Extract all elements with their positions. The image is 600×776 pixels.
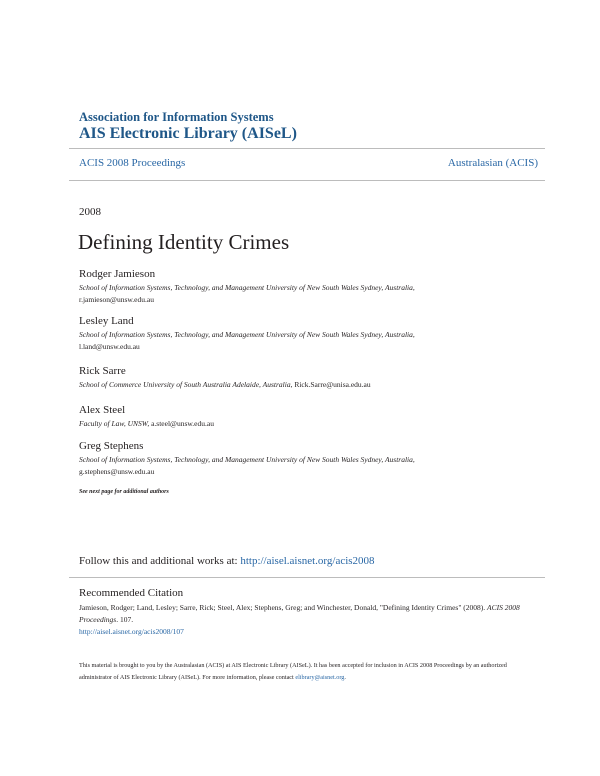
- author-name: Greg Stephens: [79, 440, 144, 452]
- follow-link[interactable]: http://aisel.aisnet.org/acis2008: [240, 555, 375, 567]
- recommended-citation: [79, 602, 539, 638]
- author-name: Rodger Jamieson: [79, 268, 156, 280]
- citation-proceedings: ACIS 2008 Proceedings: [79, 603, 520, 624]
- author-affiliation-text: Faculty of Law, UNSW,: [79, 419, 150, 428]
- author-affiliation: School of Information Systems, Technology, and Management University of New South Wales Sydney, Australia,: [79, 283, 415, 292]
- author-block: [79, 403, 539, 430]
- citation-rule: [69, 577, 545, 578]
- paper-title: Defining Identity Crimes: [78, 230, 290, 254]
- author-affiliation: [79, 417, 539, 430]
- footer-email-link[interactable]: elibrary@aisnet.org: [295, 674, 345, 681]
- citation-link[interactable]: http://aisel.aisnet.org/acis2008/107: [79, 627, 184, 636]
- author-email: g.stephens@unsw.edu.au: [79, 467, 155, 476]
- breadcrumb-collection-link[interactable]: Australasian (ACIS): [447, 157, 538, 169]
- author-block: [79, 267, 539, 305]
- author-block: [79, 364, 539, 391]
- citation-pages: . 107.: [116, 615, 134, 624]
- author-email: Rick.Sarre@unisa.edu.au: [294, 380, 371, 389]
- additional-authors-note: See next page for additional authors: [79, 489, 169, 495]
- author-affiliation: [79, 378, 539, 391]
- author-affiliation: School of Information Systems, Technology, and Management University of New South Wales Sydney, Australia,: [79, 330, 415, 339]
- breadcrumb-rule: [69, 180, 545, 181]
- org-name[interactable]: Association for Information Systems: [79, 110, 274, 124]
- footer-text: This material is brought to you by the Australasian (ACIS) at AIS Electronic Library (AISeL). It has been accepted for inclusion in ACIS 2008 Proceedings by an authorized administrator of AIS Electronic Library (AISeL). For more information, please contact: [79, 662, 507, 681]
- follow-text: Follow this and additional works at:: [79, 555, 241, 567]
- follow-line: [79, 555, 375, 567]
- citation-text: Jamieson, Rodger; Land, Lesley; Sarre, Rick; Steel, Alex; Stephens, Greg; and Winchester, Donald, "Defining Identity Crimes" (2008).: [79, 603, 486, 612]
- author-name: Rick Sarre: [79, 365, 126, 377]
- footer-end: .: [344, 674, 346, 681]
- author-email: l.land@unsw.edu.au: [79, 342, 140, 351]
- author-affiliation: School of Information Systems, Technology, and Management University of New South Wales Sydney, Australia,: [79, 455, 415, 464]
- author-email: a.steel@unsw.edu.au: [151, 419, 214, 428]
- footer-notice: [79, 660, 539, 684]
- author-name: Alex Steel: [79, 404, 126, 416]
- paper-year: 2008: [79, 206, 101, 218]
- author-affiliation-text: School of Commerce University of South Australia Adelaide, Australia,: [79, 380, 293, 389]
- author-email: r.jamieson@unsw.edu.au: [79, 295, 154, 304]
- author-block: [79, 314, 539, 352]
- author-block: [79, 439, 539, 477]
- library-name[interactable]: AIS Electronic Library (AISeL): [79, 125, 297, 142]
- top-rule: [69, 148, 545, 149]
- repository-header: [79, 110, 539, 144]
- author-name: Lesley Land: [79, 315, 134, 327]
- breadcrumb-proceedings-link[interactable]: ACIS 2008 Proceedings: [79, 157, 186, 169]
- recommended-citation-heading: Recommended Citation: [79, 587, 184, 599]
